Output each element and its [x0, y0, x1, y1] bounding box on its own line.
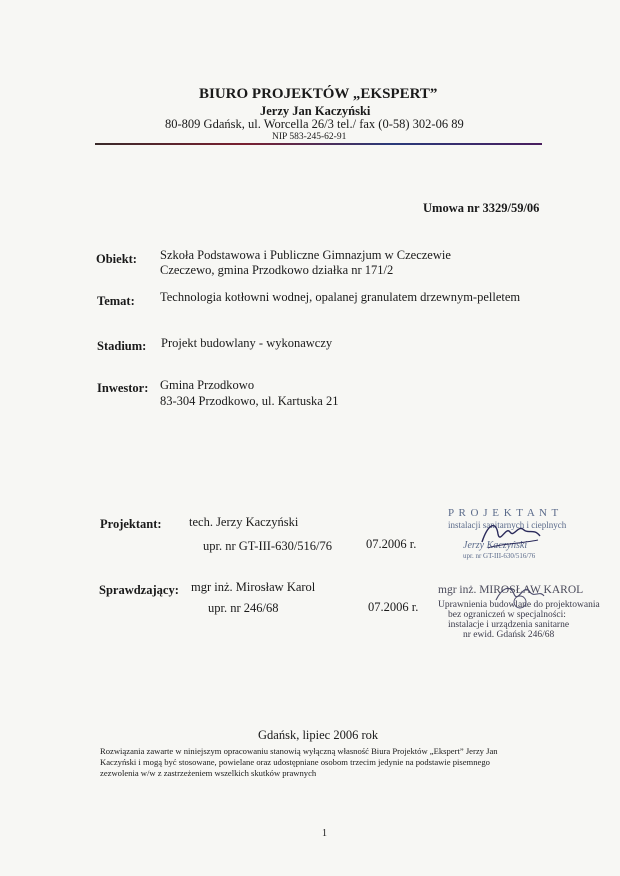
company-nip: NIP 583-245-62-91	[272, 132, 347, 142]
temat-label: Temat:	[97, 294, 135, 308]
copyright-notice	[100, 746, 560, 779]
company-name: BIURO PROJEKTÓW „EKSPERT”	[199, 86, 438, 102]
signature-projektant	[478, 514, 548, 554]
company-owner: Jerzy Jan Kaczyński	[260, 104, 371, 118]
inwestor-line1: Gmina Przodkowo	[160, 378, 255, 392]
stadium-value: Projekt budowlany - wykonawczy	[161, 336, 333, 350]
projektant-license: upr. nr GT-III-630/516/76	[203, 539, 333, 553]
sprawdzajacy-name: mgr inż. Mirosław Karol	[191, 580, 316, 594]
inwestor-label: Inwestor:	[97, 381, 149, 395]
obiekt-label: Obiekt:	[96, 252, 137, 266]
stamp-projektant-line1: instalacji sanitarnych i cieplnych	[448, 520, 567, 530]
contract-number: Umowa nr 3329/59/06	[423, 201, 540, 215]
stamp-projektant-title: P R O J E K T A N T	[448, 507, 560, 519]
obiekt-line1: Szkoła Podstawowa i Publiczne Gimnazjum w Czeczewie	[160, 248, 451, 262]
company-address: 80-809 Gdańsk, ul. Worcella 26/3 tel./ fax (0-58) 302-06 89	[165, 117, 464, 131]
projektant-name: tech. Jerzy Kaczyński	[189, 515, 299, 529]
temat-value: Technologia kotłowni wodnej, opalanej granulatem drzewnym-pelletem	[160, 290, 521, 304]
obiekt-line2: Czeczewo, gmina Przodkowo działka nr 171/2	[160, 263, 394, 277]
copyright-line1: Rozwiązania zawarte w niniejszym opracowaniu stanowią wyłączną własność Biura Projektów „Ekspert” Jerzy Jan	[100, 746, 498, 756]
inwestor-line2: 83-304 Przodkowo, ul. Kartuska 21	[160, 394, 339, 408]
projektant-date: 07.2006 r.	[366, 537, 417, 551]
signature-sprawdzajacy	[490, 574, 550, 614]
stadium-label: Stadium:	[97, 339, 147, 353]
sprawdzajacy-label: Sprawdzający:	[99, 583, 179, 597]
copyright-line2: Kaczyński i mogą być stosowane, powielane oraz udostępniane osobom trzecim jedynie na podstawie pisemnego	[100, 757, 490, 767]
stamp-projektant-line3: upr. nr GT-III-630/516/76	[463, 552, 536, 560]
stamp-sprawdzajacy-line4: nr ewid. Gdańsk 246/68	[463, 630, 555, 640]
copyright-line3: zezwolenia w/w z zastrzeżeniem wszelkich skutków prawnych	[100, 768, 317, 778]
sprawdzajacy-date: 07.2006 r.	[368, 600, 419, 614]
header-rule	[95, 143, 542, 145]
stamp-sprawdzajacy-line2: bez ograniczeń w specjalności:	[448, 610, 566, 620]
page-number: 1	[322, 828, 327, 839]
projektant-label: Projektant:	[100, 517, 162, 531]
stamp-sprawdzajacy-name: mgr inż. MIROSŁAW KAROL	[438, 584, 584, 596]
stamp-sprawdzajacy-line1: Uprawnienia budowlane do projektowania	[438, 600, 600, 610]
stamp-sprawdzajacy-line3: instalacje i urządzenia sanitarne	[448, 620, 570, 630]
stamp-projektant-line2: Jerzy Kaczyński	[463, 540, 528, 551]
sprawdzajacy-license: upr. nr 246/68	[208, 601, 279, 615]
place-date: Gdańsk, lipiec 2006 rok	[258, 728, 379, 742]
